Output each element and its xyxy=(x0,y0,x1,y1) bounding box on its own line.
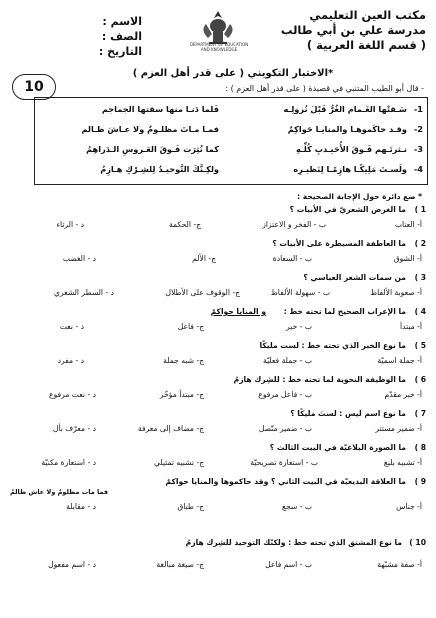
option-d[interactable]: د - معرّف بأل xyxy=(52,424,96,433)
school-name: مدرسة علي بن أبي طالب xyxy=(280,23,426,37)
option-b[interactable]: ب - استعارة تصريحيّة xyxy=(250,458,318,467)
option-c[interactable]: ج- الحكمة xyxy=(168,220,201,229)
option-a[interactable]: أ- تشبيه بليغ xyxy=(383,458,422,467)
poem-box xyxy=(34,97,428,185)
class-label: الصف : xyxy=(101,30,142,43)
name-label: الاسم : xyxy=(102,15,142,28)
verse-first-half: سَـقتْها الغَـمام الغُرُّ قَبْلَ نُزولِـه xyxy=(283,104,407,114)
verse-first-half: نـثرتَـهم فَـوقَ الأُحَيـدبِ كُلِّـهِ xyxy=(296,144,407,154)
question-text: من سمات الشعر العباسي ؟ xyxy=(303,273,406,282)
question-text: ما الوظيفة النحوية لما تحته خط : للشِرك هازمُ xyxy=(233,375,406,384)
test-title: *الاختبار التكويني ( على قدر أهل العزم ) xyxy=(132,68,334,79)
student-info xyxy=(24,14,142,59)
question-number: 4 ) xyxy=(414,307,426,316)
question-text: ما نوع اسم ليس : لستَ مليكًا ؟ xyxy=(290,409,406,418)
verse-second-half: فمـا مـاتَ مظلـومٌ ولا عـاشَ ظـالم xyxy=(81,124,219,134)
option-a[interactable]: أ- ضمير مستتر xyxy=(375,424,422,433)
verse-first-half: وقـد حاكَموهـا والمنايـا حَواكِمٌ xyxy=(287,124,407,134)
option-c[interactable]: ج- فاعل xyxy=(177,322,204,331)
question-number: 10 ) xyxy=(409,538,426,547)
verse-number: 3- xyxy=(413,144,423,154)
option-a[interactable]: أ- الشوق xyxy=(393,254,422,263)
logo-caption: DEPARTMENT OF EDUCATION AND KNOWLEDGE xyxy=(189,42,249,52)
option-c[interactable]: ج- مضاف إلى معرفة xyxy=(137,424,204,433)
instructions: * ضع دائرة حول الإجابة الصحيحة : xyxy=(297,192,422,201)
verse-second-half: فَلما دَنـا منها سقتها الجماجم xyxy=(101,104,219,114)
department-name: ( قسم اللغة العربية ) xyxy=(306,38,426,52)
verse-number: 1- xyxy=(413,104,423,114)
option-a[interactable]: أ- صعوبة الألفاظ xyxy=(370,288,422,297)
option-a[interactable]: أ- خبر مقدّم xyxy=(384,390,422,399)
question-number: 9 ) xyxy=(414,477,426,486)
option-a[interactable]: أ- جملة اسميّة xyxy=(377,356,422,365)
school-header xyxy=(256,8,426,53)
question-text: ما الإعراب الصحيح لما تحته خط : xyxy=(283,307,406,316)
option-c[interactable]: ج- تشبيه تمثيلي xyxy=(154,458,204,467)
question-text: ما العاطفة المسيطرة على الأبيات ؟ xyxy=(272,239,406,248)
option-d[interactable]: د - نعت xyxy=(59,322,84,331)
option-b[interactable]: ب - اسم فاعل xyxy=(265,560,312,569)
verse-number: 4- xyxy=(413,164,423,174)
question-number: 8 ) xyxy=(414,443,426,452)
option-a[interactable]: أ- مبتدأ xyxy=(399,322,422,331)
option-d[interactable]: د - اسم مفعول xyxy=(48,560,96,569)
question-text: ما الصورة البلاغيّة في البيت الثالث ؟ xyxy=(269,443,406,452)
question-text: ما العلاقة البديعيّة في البيت الثاني ؟ وقد حاكموها والمنايا حواكمٌ xyxy=(165,477,406,486)
option-d[interactable]: د - الرثاء xyxy=(56,220,84,229)
office-name: مكتب العين التعليمي xyxy=(309,8,426,22)
question-text: ما نوع المشتق الذي تحته خط : ولكنّك التوحيد للشِرك هازمُ xyxy=(185,538,402,547)
option-d[interactable]: د - نعت مرفوع xyxy=(49,390,96,399)
verse-number: 2- xyxy=(413,124,423,134)
question-text: ما نوع الخبر الذي تحته خط : لست مليكًا xyxy=(259,341,406,350)
question-number: 5 ) xyxy=(414,341,426,350)
score-badge: 10 xyxy=(12,74,56,100)
option-a[interactable]: أ- العتاب xyxy=(394,220,422,229)
option-a[interactable]: أ- جناس xyxy=(396,502,422,511)
question-number: 2 ) xyxy=(414,239,426,248)
question-number: 1 ) xyxy=(414,205,426,214)
option-b[interactable]: ب - جملة فعليّة xyxy=(263,356,312,365)
option-c[interactable]: ج- الألم xyxy=(192,254,216,263)
date-label: التاريخ : xyxy=(98,45,142,58)
option-a[interactable]: أ- صفة مشبّهة xyxy=(377,560,422,569)
question-number: 7 ) xyxy=(414,409,426,418)
option-b[interactable]: ب - سجع xyxy=(281,502,312,511)
verse-second-half: ولكِـنَّكَ التَّوحيـدُ لِلشِـرْكِ هـازِمُ xyxy=(100,164,219,174)
option-c[interactable]: ج- شبه جملة xyxy=(163,356,204,365)
option-b[interactable]: ب - السعادة xyxy=(272,254,312,263)
verse-first-half: ولَسـتَ مَلِيكًـا هازِمًـا لِنَظيـرِه xyxy=(293,164,407,174)
option-b[interactable]: ب - ضمير متّصل xyxy=(258,424,312,433)
option-d[interactable]: د - استعارة مكنيّة xyxy=(41,458,96,467)
option-d[interactable]: د - الغضب xyxy=(62,254,96,263)
option-b[interactable]: ب - خبر xyxy=(286,322,312,331)
question-text: ما الغرض الشعريّ في الأبيات ؟ xyxy=(289,205,406,214)
option-c[interactable]: ج- مبتدأ مؤخّر xyxy=(159,390,204,399)
verse-second-half: فما مات مظلومٌ ولا عاش ظالمُ xyxy=(10,488,109,496)
question-number: 6 ) xyxy=(414,375,426,384)
question-number: 3 ) xyxy=(414,273,426,282)
option-d[interactable]: د - مفرد xyxy=(57,356,84,365)
option-b[interactable]: ب - فاعل مرفوع xyxy=(258,390,312,399)
option-c[interactable]: ج- الوقوف على الأطلال xyxy=(165,288,240,297)
option-d[interactable]: د - السطر الشعري xyxy=(54,288,114,297)
option-d[interactable]: د - مقابلة xyxy=(66,502,96,511)
option-b[interactable]: ب - سهولة الألفاظ xyxy=(270,288,330,297)
underlined-phrase: و المنايا حواكمٌ xyxy=(210,307,266,316)
option-b[interactable]: ب - الفخر و الاعتزاز xyxy=(262,220,326,229)
option-c[interactable]: ج- طباق xyxy=(177,502,204,511)
intro-text: - قال أبو الطيب المتنبي في قصيدة ( على قدر أهل العزم ) : xyxy=(225,84,424,93)
verse-second-half: كما نُثِرَت فَـوقَ العَـروسِ الـدَراهِمُ xyxy=(86,144,219,154)
option-c[interactable]: ج- صيغة مبالغة xyxy=(156,560,204,569)
